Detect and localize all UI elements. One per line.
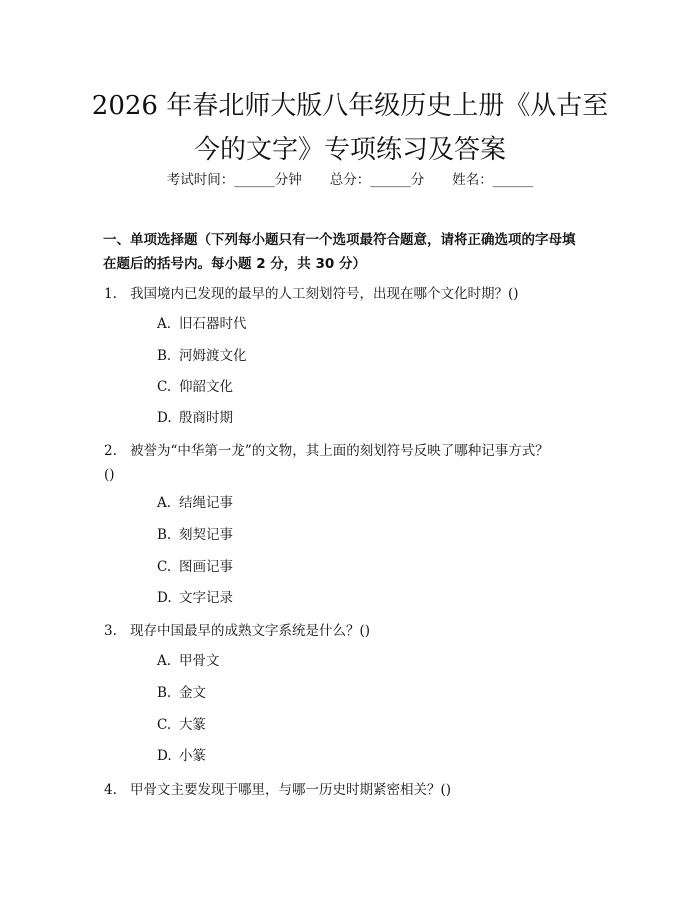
option-text: 殷商时期 bbox=[179, 410, 233, 426]
option-letter: C. bbox=[157, 717, 172, 733]
option-letter: D. bbox=[157, 590, 172, 606]
option-text: 金文 bbox=[179, 685, 206, 701]
option-letter: A. bbox=[157, 316, 172, 332]
exam-meta bbox=[0, 168, 700, 188]
exam-time-label: 考试时间：______分钟 bbox=[166, 172, 302, 188]
question-1-option-a bbox=[157, 314, 247, 334]
option-text: 大篆 bbox=[179, 717, 206, 733]
question-text-continued: () bbox=[104, 467, 115, 483]
name-label: 姓名：______ bbox=[452, 172, 534, 188]
total-score-label: 总分：______分 bbox=[329, 172, 425, 188]
question-number: 1. bbox=[104, 286, 117, 302]
option-letter: A. bbox=[157, 653, 172, 669]
section-heading-line-2: 在题后的括号内。每小题 2 分，共 30 分） bbox=[103, 256, 366, 272]
option-letter: C. bbox=[157, 379, 172, 395]
question-1-option-b bbox=[157, 346, 247, 366]
title-line-2: 今的文字》专项练习及答案 bbox=[193, 135, 506, 165]
title-line-1: 2026 年春北师大版八年级历史上册《从古至 bbox=[91, 91, 609, 121]
question-number: 4. bbox=[104, 782, 117, 798]
question-3-option-a bbox=[157, 651, 220, 671]
option-text: 文字记录 bbox=[179, 590, 233, 606]
option-text: 甲骨文 bbox=[179, 653, 220, 669]
option-letter: B. bbox=[157, 527, 172, 543]
question-2-option-d bbox=[157, 588, 233, 608]
option-text: 结绳记事 bbox=[179, 495, 233, 511]
option-letter: D. bbox=[157, 410, 172, 426]
question-3 bbox=[104, 619, 604, 643]
question-1-option-d bbox=[157, 408, 233, 428]
question-text: 我国境内已发现的最早的人工刻划符号，出现在哪个文化时期？() bbox=[130, 286, 519, 302]
option-letter: A. bbox=[157, 495, 172, 511]
question-number: 3. bbox=[104, 623, 117, 639]
question-2-option-b bbox=[157, 525, 233, 545]
option-text: 小篆 bbox=[179, 748, 206, 764]
question-3-option-d bbox=[157, 746, 206, 766]
option-text: 图画记事 bbox=[179, 559, 233, 575]
question-2-continuation bbox=[104, 463, 604, 487]
question-text: 甲骨文主要发现于哪里，与哪一历史时期紧密相关？() bbox=[130, 782, 452, 798]
option-text: 仰韶文化 bbox=[179, 379, 233, 395]
question-2-option-c bbox=[157, 557, 233, 577]
question-number: 2. bbox=[104, 443, 117, 459]
question-1-option-c bbox=[157, 377, 233, 397]
option-text: 河姆渡文化 bbox=[179, 348, 247, 364]
option-letter: C. bbox=[157, 559, 172, 575]
section-heading bbox=[103, 228, 603, 276]
question-1 bbox=[104, 282, 604, 306]
question-3-option-b bbox=[157, 683, 206, 703]
document-title bbox=[60, 84, 640, 172]
option-letter: D. bbox=[157, 748, 172, 764]
section-heading-line-1: 一、单项选择题（下列每小题只有一个选项最符合题意，请将正确选项的字母填 bbox=[103, 232, 576, 248]
option-letter: B. bbox=[157, 348, 172, 364]
question-3-option-c bbox=[157, 715, 206, 735]
question-text: 现存中国最早的成熟文字系统是什么？() bbox=[130, 623, 371, 639]
question-2 bbox=[104, 439, 604, 463]
option-text: 刻契记事 bbox=[179, 527, 233, 543]
option-text: 旧石器时代 bbox=[179, 316, 247, 332]
question-4 bbox=[104, 778, 604, 802]
question-text: 被誉为“中华第一龙”的文物，其上面的刻划符号反映了哪种记事方式？ bbox=[130, 443, 549, 459]
option-letter: B. bbox=[157, 685, 172, 701]
question-2-option-a bbox=[157, 493, 233, 513]
